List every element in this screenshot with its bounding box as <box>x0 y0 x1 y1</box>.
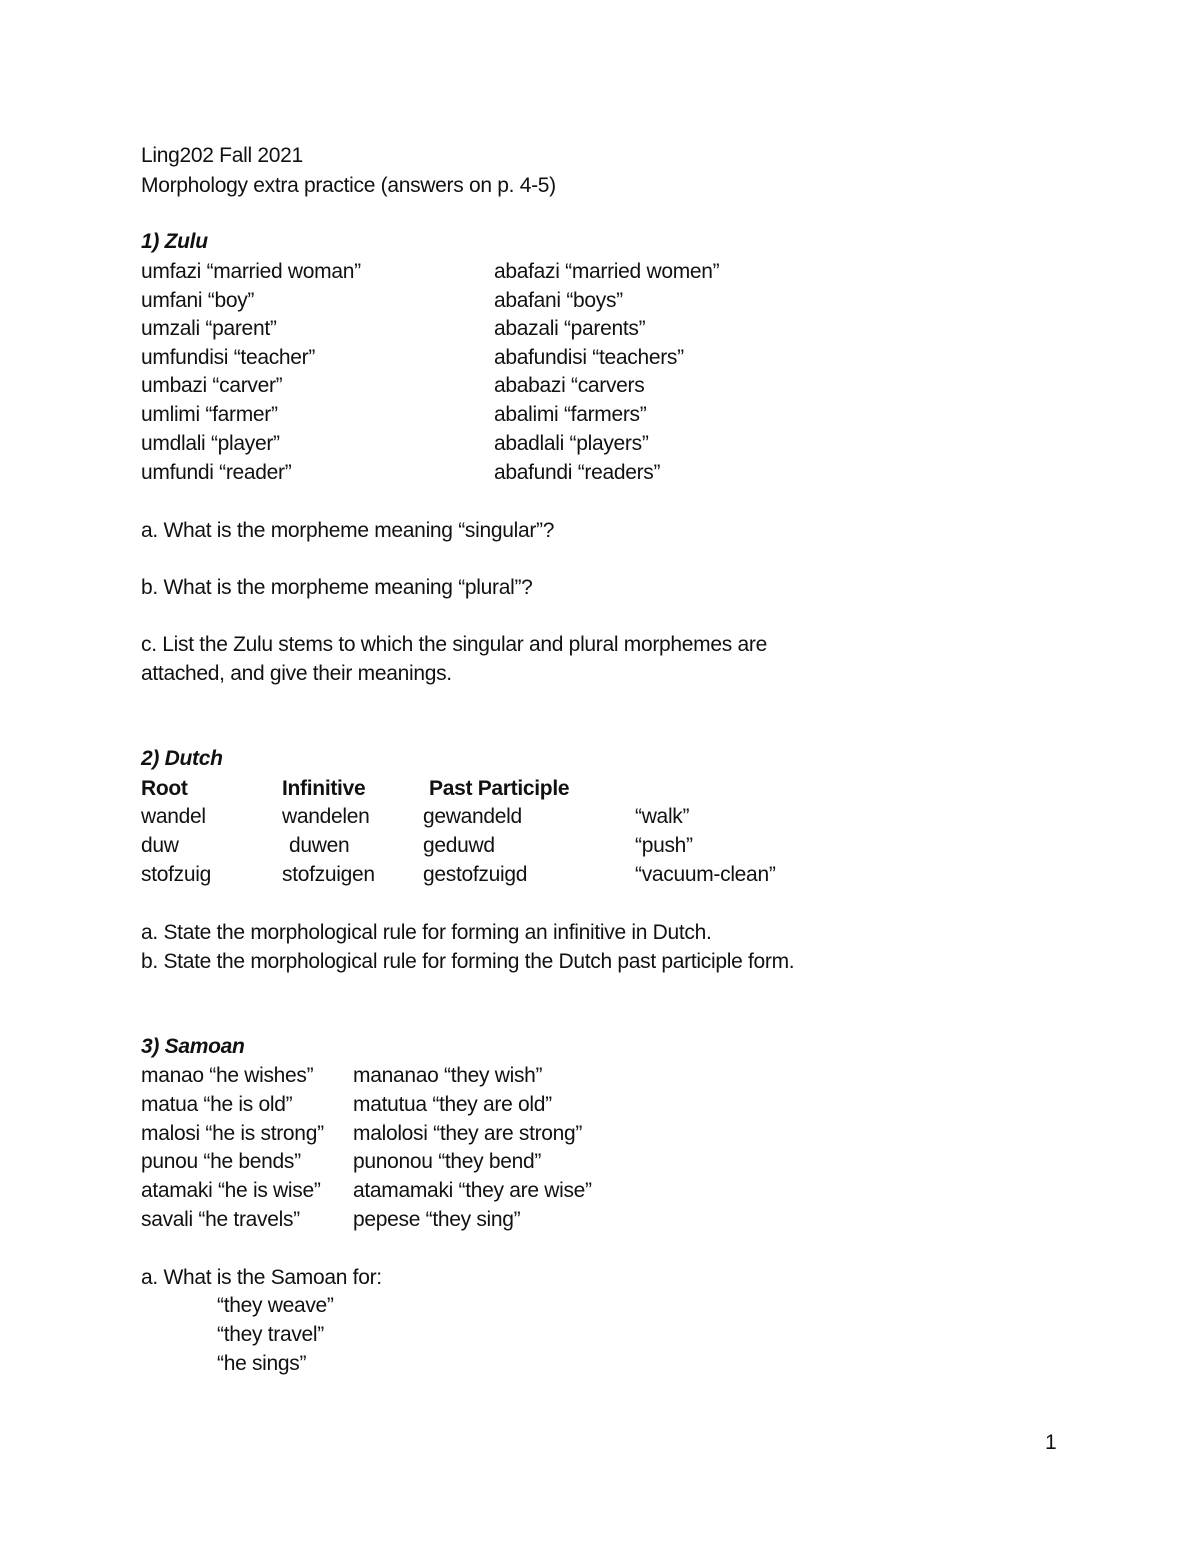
dutch-participle: gestofzuigd <box>423 863 528 886</box>
zulu-singular: umfani “boy” <box>141 289 255 312</box>
dutch-question-a: a. State the morphological rule for forming an infinitive in Dutch. <box>141 921 712 944</box>
dutch-participle: gewandeld <box>423 805 522 828</box>
samoan-singular: punou “he bends” <box>141 1150 301 1173</box>
samoan-singular: matua “he is old” <box>141 1093 293 1116</box>
samoan-item: “he sings” <box>217 1352 307 1375</box>
zulu-singular: umbazi “carver” <box>141 374 283 397</box>
samoan-plural: matutua “they are old” <box>353 1093 552 1116</box>
samoan-plural: mananao “they wish” <box>353 1064 543 1087</box>
zulu-plural: abafazi “married women” <box>494 260 720 283</box>
dutch-root: wandel <box>141 805 206 828</box>
zulu-plural: abadlali “players” <box>494 432 649 455</box>
zulu-plural: abazali “parents” <box>494 317 646 340</box>
zulu-singular: umfundisi “teacher” <box>141 346 316 369</box>
page-number: 1 <box>1045 1431 1057 1454</box>
samoan-question-a: a. What is the Samoan for: <box>141 1266 382 1289</box>
document-subtitle: Morphology extra practice (answers on p. 4-5) <box>141 174 556 197</box>
dutch-table-header <box>141 775 1041 803</box>
zulu-row <box>141 315 1041 343</box>
dutch-question-b: b. State the morphological rule for forming the Dutch past participle form. <box>141 950 795 973</box>
dutch-header-infinitive: Infinitive <box>282 777 366 800</box>
zulu-heading: 1) Zulu <box>141 230 208 253</box>
samoan-row <box>141 1206 1041 1234</box>
samoan-row <box>141 1148 1041 1176</box>
zulu-plural: abafundi “readers” <box>494 461 661 484</box>
zulu-singular: umfazi “married woman” <box>141 260 361 283</box>
dutch-infinitive: duwen <box>289 834 350 857</box>
samoan-item: “they weave” <box>217 1294 334 1317</box>
zulu-singular: umdlali “player” <box>141 432 280 455</box>
dutch-gloss: “walk” <box>635 805 690 828</box>
dutch-row <box>141 832 1041 860</box>
samoan-singular: atamaki “he is wise” <box>141 1179 321 1202</box>
samoan-singular: manao “he wishes” <box>141 1064 314 1087</box>
zulu-row <box>141 459 1041 487</box>
dutch-heading: 2) Dutch <box>141 747 223 770</box>
dutch-row <box>141 803 1041 831</box>
samoan-plural: malolosi “they are strong” <box>353 1122 583 1145</box>
zulu-plural: ababazi “carvers <box>494 374 645 397</box>
zulu-question-b: b. What is the morpheme meaning “plural”? <box>141 576 533 599</box>
zulu-singular: umfundi “reader” <box>141 461 292 484</box>
dutch-header-root: Root <box>141 777 188 800</box>
samoan-row <box>141 1177 1041 1205</box>
samoan-item: “they travel” <box>217 1323 324 1346</box>
samoan-plural: punonou “they bend” <box>353 1150 542 1173</box>
zulu-plural: abafani “boys” <box>494 289 623 312</box>
course-title: Ling202 Fall 2021 <box>141 144 303 167</box>
zulu-row <box>141 287 1041 315</box>
dutch-root: duw <box>141 834 179 857</box>
dutch-gloss: “vacuum-clean” <box>635 863 776 886</box>
zulu-row <box>141 344 1041 372</box>
samoan-singular: savali “he travels” <box>141 1208 300 1231</box>
samoan-row <box>141 1062 1041 1090</box>
dutch-infinitive: stofzuigen <box>282 863 375 886</box>
dutch-row <box>141 861 1041 889</box>
zulu-singular: umlimi “farmer” <box>141 403 278 426</box>
samoan-row <box>141 1120 1041 1148</box>
samoan-heading: 3) Samoan <box>141 1035 245 1058</box>
zulu-singular: umzali “parent” <box>141 317 277 340</box>
samoan-row <box>141 1091 1041 1119</box>
zulu-row <box>141 372 1041 400</box>
dutch-root: stofzuig <box>141 863 211 886</box>
dutch-gloss: “push” <box>635 834 693 857</box>
zulu-question-c-line2: attached, and give their meanings. <box>141 662 452 685</box>
samoan-singular: malosi “he is strong” <box>141 1122 324 1145</box>
samoan-plural: pepese “they sing” <box>353 1208 521 1231</box>
dutch-participle: geduwd <box>423 834 495 857</box>
zulu-row <box>141 401 1041 429</box>
zulu-row <box>141 258 1041 286</box>
zulu-question-a: a. What is the morpheme meaning “singular”? <box>141 519 555 542</box>
zulu-plural: abalimi “farmers” <box>494 403 647 426</box>
zulu-plural: abafundisi “teachers” <box>494 346 684 369</box>
dutch-infinitive: wandelen <box>282 805 370 828</box>
zulu-question-c-line1: c. List the Zulu stems to which the singular and plural morphemes are <box>141 633 767 656</box>
zulu-row <box>141 430 1041 458</box>
dutch-header-participle: Past Participle <box>429 777 570 800</box>
samoan-plural: atamamaki “they are wise” <box>353 1179 592 1202</box>
